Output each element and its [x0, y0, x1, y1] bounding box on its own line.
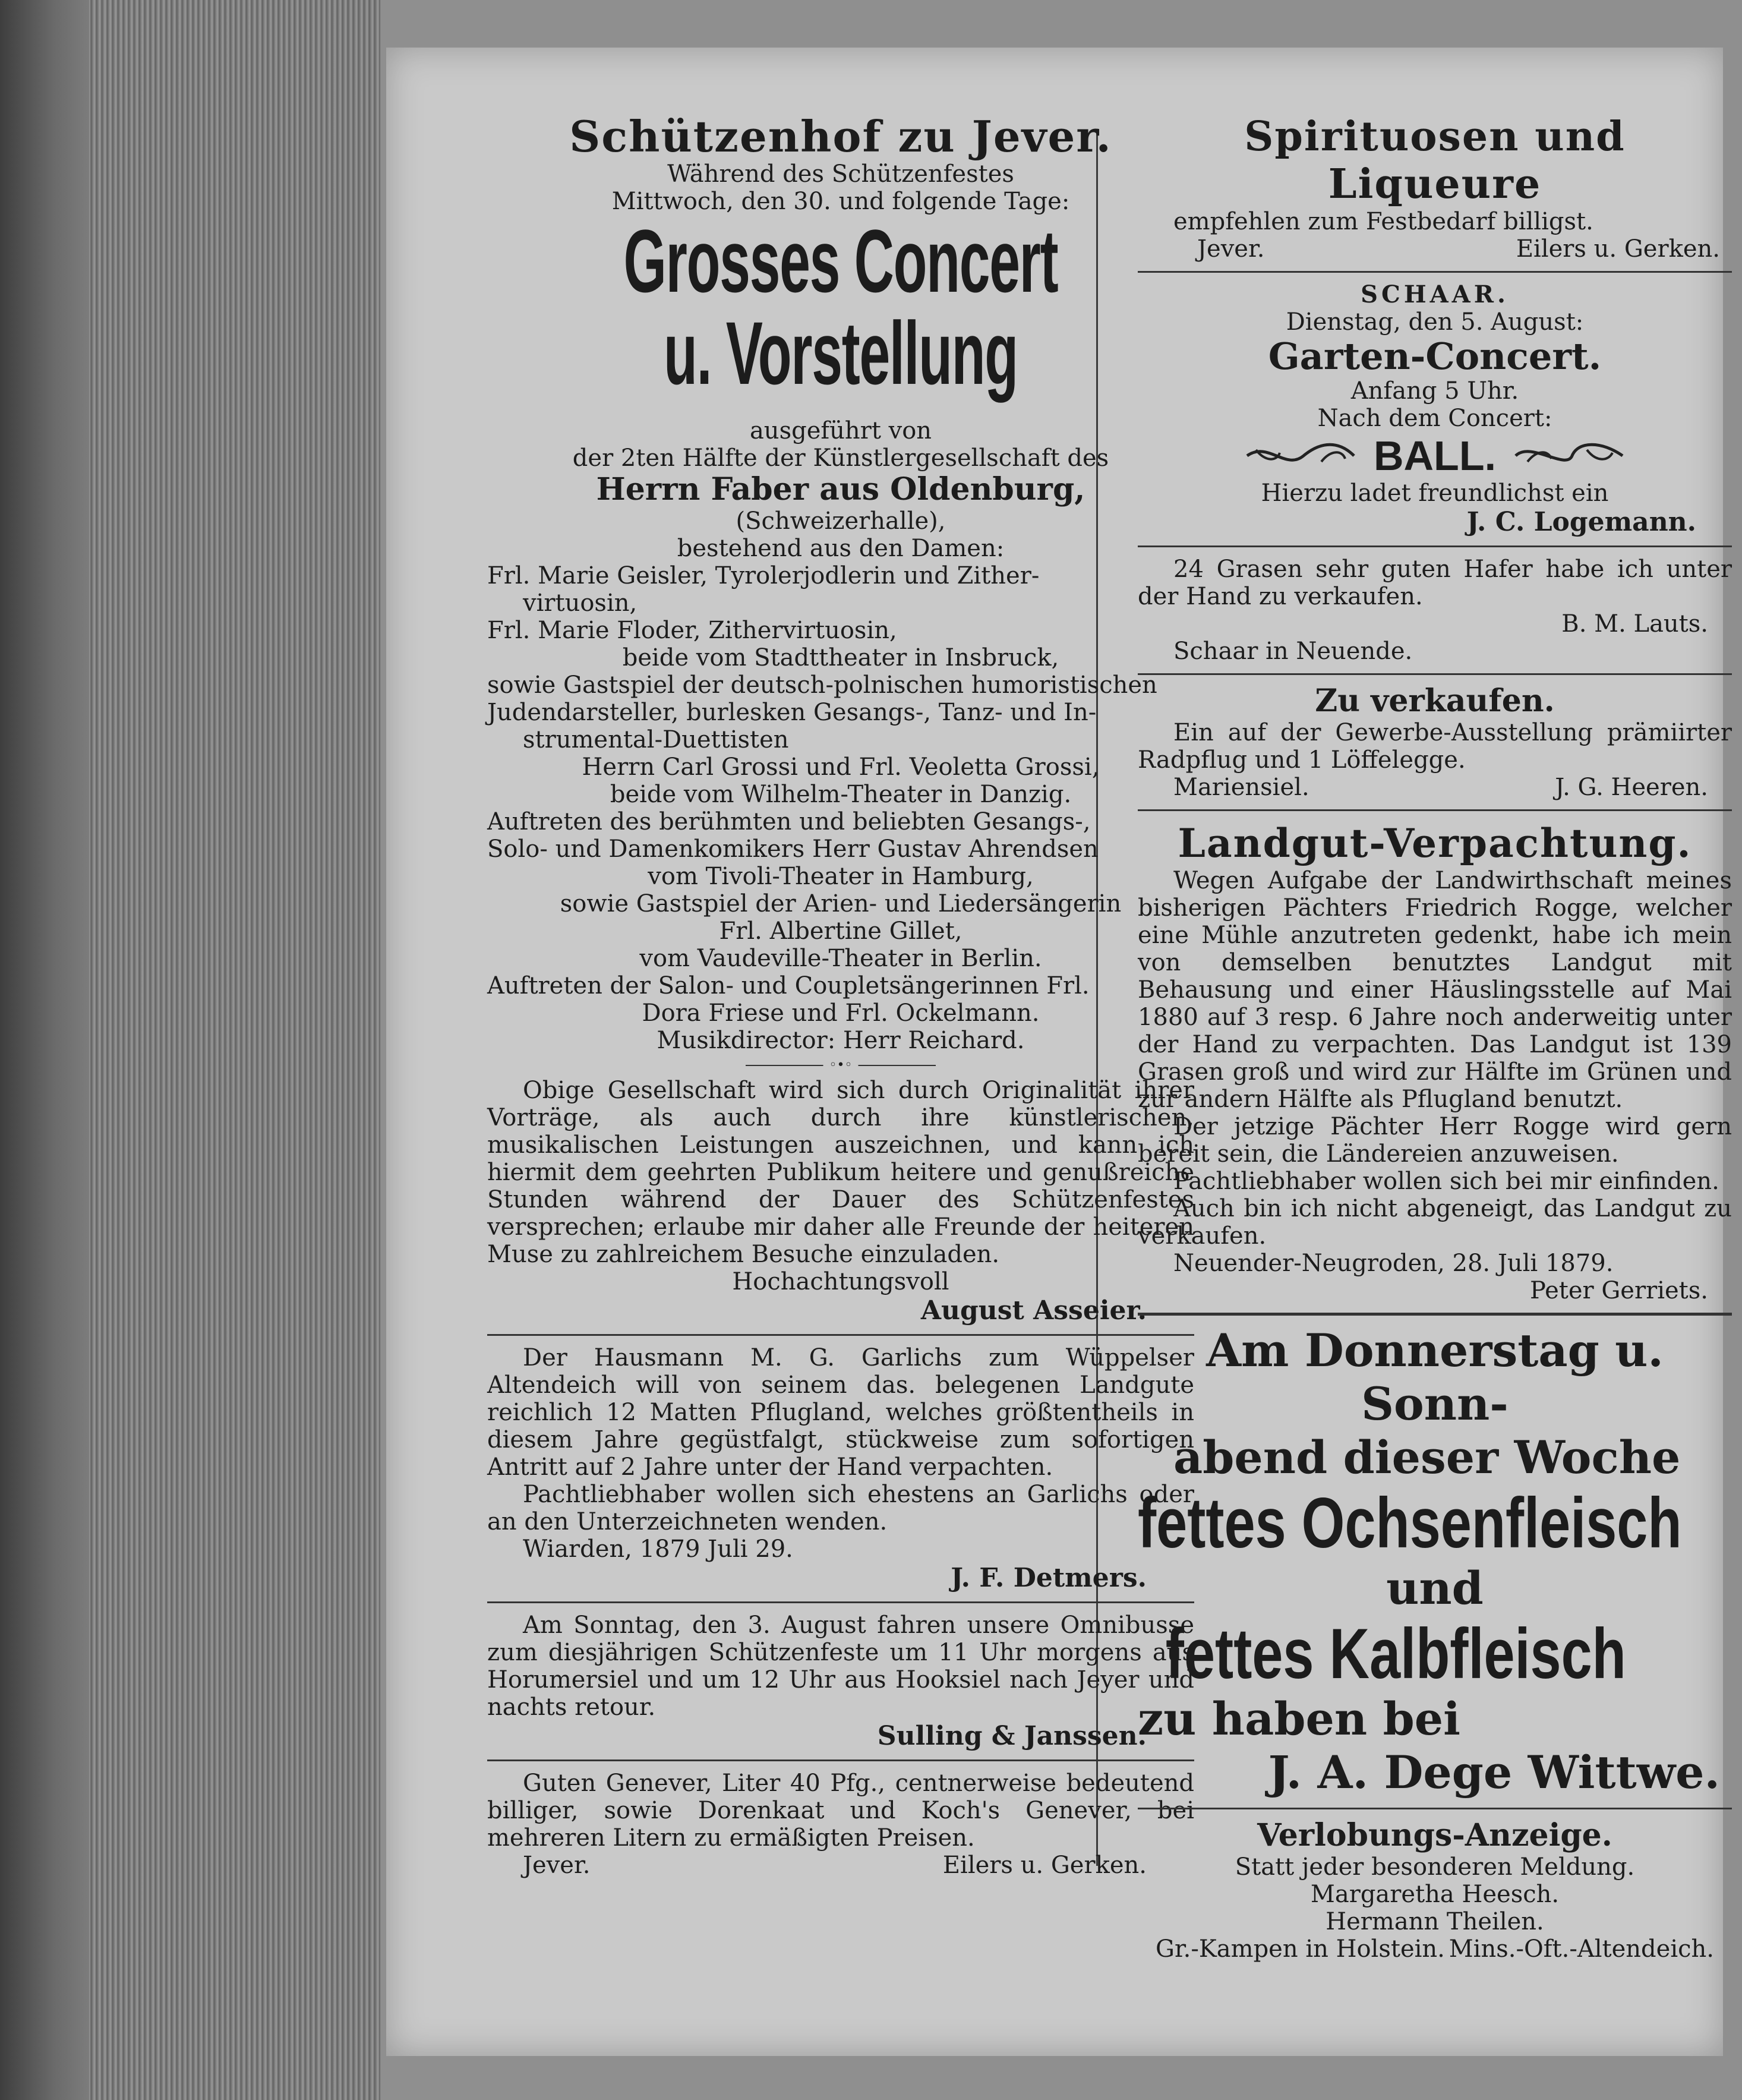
ad-schaar — [1138, 281, 1732, 537]
ad-venue: SCHAAR. — [1361, 280, 1509, 308]
ad-signature: J. A. Dege Wittwe. — [1268, 1746, 1720, 1799]
ad-headline: fettes Ochsenfleisch — [1138, 1483, 1682, 1563]
ad-place: Jever. — [1197, 235, 1265, 263]
ad-line: Mittwoch, den 30. und folgende Tage: — [611, 188, 1070, 215]
ad-signature: J. F. Detmers. — [951, 1563, 1147, 1593]
ad-landgut — [1138, 819, 1732, 1304]
ad-line: Musikdirector: Herr Reichard. — [657, 1027, 1025, 1054]
ad-omnibus — [487, 1612, 1194, 1751]
ad-headline: Grosses Concert — [623, 211, 1058, 311]
ad-fleisch — [1138, 1324, 1732, 1799]
flourish-ornament-icon — [1513, 438, 1626, 474]
ad-spirituosen — [1138, 113, 1732, 263]
ad-body: Pachtliebhaber wollen sich bei mir einfinden. — [1173, 1168, 1719, 1195]
ad-line: Auftreten des berühmten und beliebten Gesangs-, — [487, 808, 1091, 835]
ad-line: Margaretha Heesch. — [1310, 1881, 1560, 1908]
ad-schuetzenhof — [487, 113, 1194, 1326]
ad-line: Solo- und Damenkomikers Herr Gustav Ahrendsen — [487, 835, 1099, 863]
ad-line: strumental-Duettisten — [523, 726, 789, 753]
ad-place: Jever. — [523, 1852, 591, 1879]
ad-line: virtuosin, — [523, 589, 638, 617]
ad-title: Schützenhof zu Jever. — [569, 111, 1112, 162]
divider — [1138, 673, 1732, 675]
ad-signature: Eilers u. Gerken. — [1516, 235, 1720, 263]
ad-line: der 2ten Hälfte der Künstlergesellschaft des — [572, 444, 1109, 472]
left-column — [487, 113, 1194, 1879]
ad-body: Ein auf der Gewerbe-Ausstellung prämiirter Radpflug und 1 Löffelegge. — [1138, 719, 1732, 774]
ad-line: Statt jeder besonderen Meldung. — [1235, 1853, 1635, 1881]
ad-line: Frl. Albertine Gillet, — [719, 917, 962, 945]
ad-headline: fettes Kalbfleisch — [1165, 1614, 1626, 1694]
ad-signature: J. C. Logemann. — [1466, 507, 1696, 537]
ad-line: Während des Schützenfestes — [667, 160, 1014, 188]
ad-line: Frl. Marie Geisler, Tyrolerjodlerin und Zither- — [487, 562, 1040, 589]
ad-line: Auftreten der Salon- und Coupletsängerinnen Frl. — [487, 972, 1090, 999]
ad-line: Hermann Theilen. — [1326, 1908, 1544, 1935]
ad-body: Der Hausmann M. G. Garlichs zum Wüppelser Altendeich will von seinem das. belegenen Landgute reichlich 12 Matten Pflugland, welches größtentheils in diesem Jahre gegüstfalgt, stückweise zum sofortigen Antritt auf 2 Jahre unter der Hand verpachten. — [487, 1344, 1194, 1481]
ad-signature: August Asseier. — [920, 1295, 1147, 1326]
ad-place: Neuender-Neugroden, 28. Juli 1879. — [1173, 1250, 1614, 1277]
ad-verlobung — [1138, 1818, 1732, 1963]
ad-headline: Garten-Concert. — [1268, 335, 1602, 378]
ad-line: Nach dem Concert: — [1317, 405, 1552, 432]
ad-line: Anfang 5 Uhr. — [1350, 377, 1519, 405]
ad-body: Guten Genever, Liter 40 Pfg., centnerweise bedeutend billiger, sowie Dorenkaat und Koch's Genever, bei mehreren Litern zu ermäßigten Preisen. — [487, 1770, 1194, 1852]
ad-body: Auch bin ich nicht abgeneigt, das Landgut zu verkaufen. — [1138, 1195, 1732, 1250]
ad-title: Verlobungs-Anzeige. — [1257, 1817, 1612, 1853]
ad-line: vom Tivoli-Theater in Hamburg, — [648, 863, 1034, 890]
ball-label: BALL. — [1373, 433, 1497, 479]
ad-title: Spirituosen und Liqueure — [1244, 113, 1626, 208]
ad-place: Mariensiel. — [1173, 774, 1309, 801]
ad-title: Zu verkaufen. — [1315, 683, 1555, 719]
flourish-ornament-icon — [1244, 438, 1357, 474]
ad-signature: Peter Gerriets. — [1529, 1277, 1708, 1304]
ad-signature: B. M. Lauts. — [1561, 610, 1708, 638]
ad-line: ausgeführt von — [749, 417, 932, 444]
ornament-rule: ◦•◦ — [746, 1065, 936, 1066]
ad-closing: Hochachtungsvoll — [732, 1268, 949, 1295]
ad-body: 24 Grasen sehr guten Hafer habe ich unter der Hand zu verkaufen. — [1138, 556, 1732, 610]
newspaper-page — [386, 48, 1732, 2056]
ad-signature: J. G. Heeren. — [1555, 774, 1708, 801]
ad-line: Judendarsteller, burlesken Gesangs-, Tanz- und In- — [487, 699, 1097, 726]
divider — [1138, 271, 1732, 273]
ad-line: beide vom Stadttheater in Insbruck, — [622, 644, 1059, 671]
divider — [1138, 809, 1732, 811]
ad-line: Am Donnerstag u. Sonn- — [1206, 1324, 1664, 1430]
ad-line: (Schweizerhalle), — [736, 507, 946, 535]
ad-line: abend dieser Woche — [1173, 1431, 1681, 1484]
divider — [1138, 1808, 1732, 1809]
ad-line: vom Vaudeville-Theater in Berlin. — [639, 945, 1042, 972]
ad-line: beide vom Wilhelm-Theater in Danzig. — [610, 781, 1072, 808]
ad-hafer — [1138, 556, 1732, 665]
ad-signature: Sulling & Janssen. — [877, 1721, 1147, 1751]
ad-line: Herrn Carl Grossi und Frl. Veoletta Grossi, — [582, 753, 1100, 781]
ad-place: Wiarden, 1879 Juli 29. — [523, 1535, 793, 1563]
ad-line: bestehend aus den Damen: — [677, 535, 1005, 562]
ad-signature: Eilers u. Gerken. — [942, 1852, 1147, 1879]
ad-subheadline: Herrn Faber aus Oldenburg, — [596, 471, 1085, 507]
ad-verkaufen — [1138, 683, 1732, 801]
ad-line: sowie Gastspiel der Arien- und Liedersängerin — [560, 890, 1122, 917]
right-column — [1138, 113, 1732, 1963]
ad-body: Der jetzige Pächter Herr Rogge wird gern bereit sein, die Ländereien anzuweisen. — [1138, 1113, 1732, 1168]
ad-line: empfehlen zum Festbedarf billigst. — [1173, 208, 1593, 235]
divider — [1138, 546, 1732, 547]
ad-garlichs — [487, 1344, 1194, 1593]
ad-line: sowie Gastspiel der deutsch-polnischen humoristischen — [487, 671, 1157, 699]
ad-line: Dienstag, den 5. August: — [1286, 308, 1584, 336]
ad-body: Am Sonntag, den 3. August fahren unsere Omnibusse zum diesjährigen Schützenfeste um 11 Uhr morgens aus Horumersiel und um 12 Uhr aus Hooksiel nach Jeyer und nachts retour. — [487, 1612, 1194, 1721]
ad-line: zu haben bei — [1138, 1692, 1460, 1745]
ad-line: Dora Friese und Frl. Ockelmann. — [642, 999, 1040, 1027]
divider — [1138, 1313, 1732, 1316]
ad-body: Wegen Aufgabe der Landwirthschaft meines bisherigen Pächters Friedrich Rogge, welcher eine Mühle anzutreten gedenkt, habe ich mein von demselben benutztes Landgut mit Behausung und einer Häuslingsstelle auf Mai 1880 auf 3 resp. 6 Jahre noch anderweitig unter der Hand zu verpachten. Das Landgut ist 139 Grasen groß und wird zur Hälfte im Grünen und zur andern Hälfte als Pflugland benutzt. — [1138, 867, 1732, 1113]
ad-genever — [487, 1770, 1194, 1879]
ad-place: Gr.-Kampen in Holstein. — [1156, 1935, 1445, 1963]
ad-line: Frl. Marie Floder, Zithervirtuosin, — [487, 617, 897, 644]
ad-title: Landgut-Verpachtung. — [1178, 820, 1692, 866]
ad-line: und — [1386, 1562, 1484, 1615]
ad-headline: u. Vorstellung — [664, 303, 1018, 403]
ad-place: Schaar in Neuende. — [1173, 638, 1413, 665]
book-page-edges — [0, 0, 380, 2100]
book-spine — [0, 0, 89, 2100]
ad-body: Obige Gesellschaft wird sich durch Originalität ihrer Vorträge, als auch durch ihre künstlerischen, musikalischen Leistungen auszeichnen, und kann ich hiermit dem geehrten Publikum heitere und genußreiche Stunden während der Dauer des Schützenfestes versprechen; erlaube mir daher alle Freunde der heiteren Muse zu zahlreichem Besuche einzuladen. — [487, 1077, 1194, 1268]
divider — [487, 1601, 1194, 1603]
ad-place: Mins.-Oft.-Altendeich. — [1448, 1935, 1714, 1963]
divider — [487, 1760, 1194, 1761]
ad-body: Pachtliebhaber wollen sich ehestens an Garlichs oder an den Unterzeichneten wenden. — [487, 1481, 1194, 1535]
divider — [487, 1334, 1194, 1336]
ad-line: Hierzu ladet freundlichst ein — [1261, 480, 1609, 507]
